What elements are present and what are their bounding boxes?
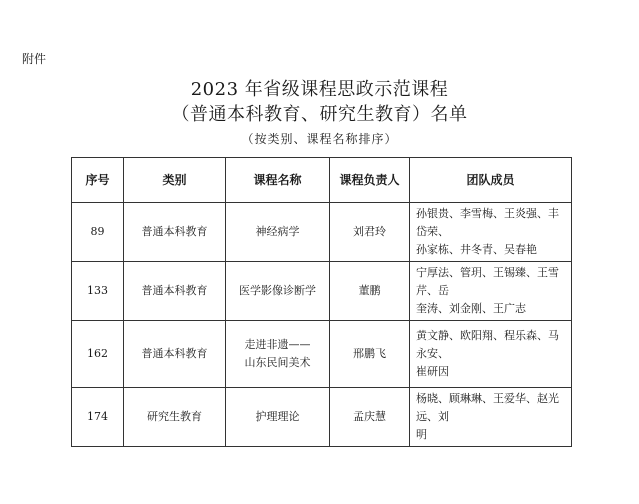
attachment-label: 附件	[22, 52, 47, 66]
course-line: 走进非遗——	[244, 338, 311, 351]
cell-category: 普通本科教育	[124, 321, 226, 388]
table-row	[72, 203, 572, 262]
cell-members	[410, 262, 572, 321]
cell-members	[410, 321, 572, 388]
cell-no: 174	[72, 388, 124, 447]
cell-no: 133	[72, 262, 124, 321]
members-line: 孙银贵、李雪梅、王炎强、丰岱荣、	[416, 207, 559, 238]
cell-members	[410, 388, 572, 447]
cell-no: 89	[72, 203, 124, 262]
cell-leader: 刘君玲	[330, 203, 410, 262]
cell-category: 普通本科教育	[124, 262, 226, 321]
cell-leader: 邢鹏飞	[330, 321, 410, 388]
course-list-table	[71, 157, 572, 447]
document-subtitle: （按类别、课程名称排序）	[241, 132, 398, 146]
members-line: 奎涛、刘金刚、王广志	[416, 302, 526, 315]
table-row	[72, 262, 572, 321]
course-line: 护理理论	[255, 410, 300, 423]
cell-course	[226, 203, 330, 262]
table-row	[72, 388, 572, 447]
course-line: 医学影像诊断学	[239, 284, 316, 297]
header-leader: 课程负责人	[330, 158, 410, 203]
table-row	[72, 321, 572, 388]
members-line: 崔研因	[416, 365, 449, 378]
cell-leader: 孟庆慧	[330, 388, 410, 447]
members-line: 杨晓、顾琳琳、王爱华、赵光远、刘	[416, 392, 559, 423]
header-category: 类别	[124, 158, 226, 203]
cell-category: 普通本科教育	[124, 203, 226, 262]
cell-course	[226, 321, 330, 388]
cell-course	[226, 388, 330, 447]
course-line: 神经病学	[255, 225, 300, 238]
cell-members	[410, 203, 572, 262]
table-header-row	[72, 158, 572, 203]
course-line: 山东民间美术	[244, 356, 311, 369]
members-line: 明	[416, 428, 427, 441]
cell-leader: 董鹏	[330, 262, 410, 321]
members-line: 孙家栋、井冬青、吴春艳	[416, 243, 537, 256]
members-line: 宁厚法、管玥、王锡臻、王雪芹、岳	[416, 266, 559, 297]
document-title-line-2: （普通本科教育、研究生教育）名单	[171, 104, 468, 125]
header-no: 序号	[72, 158, 124, 203]
cell-course	[226, 262, 330, 321]
cell-no: 162	[72, 321, 124, 388]
document-title-line-1: 2023 年省级课程思政示范课程	[190, 79, 449, 100]
members-line: 黄文静、欧阳翔、程乐森、马永安、	[416, 329, 559, 360]
header-members: 团队成员	[410, 158, 572, 203]
cell-category: 研究生教育	[124, 388, 226, 447]
header-course: 课程名称	[226, 158, 330, 203]
